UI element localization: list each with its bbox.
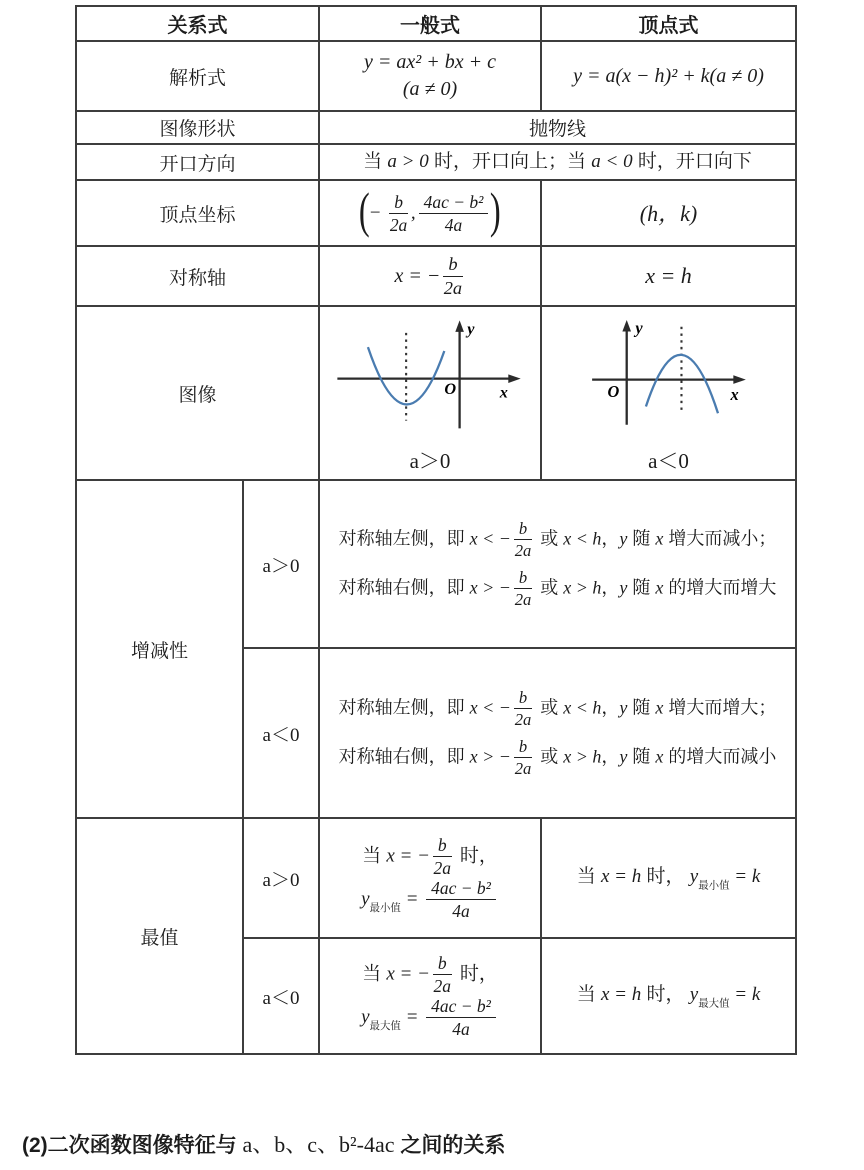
shape-row <box>76 111 796 144</box>
row-label-analytic: 解析式 <box>76 41 319 111</box>
cell-axis-general: x = − $\frac{b}{2a}$ <box>319 246 541 306</box>
cell-monotonic-a-positive <box>319 480 796 648</box>
cell-graph-a-negative <box>541 306 796 480</box>
row-label-extremum: 最值 <box>76 818 243 1054</box>
monotonic-pos-sentence-2: 对称轴右侧，即 x > − $\frac{b}{2a}$ 或 x > h，y 随 x 的增大而增大 <box>338 568 777 610</box>
cell-shape-value: 抛物线 <box>319 111 796 144</box>
extremum-neg-general-line-1: 当 x = − $\frac{b}{2a}$ 时， <box>362 953 498 997</box>
cell-extremum-vertex-a-negative <box>541 938 796 1054</box>
monotonic-case-a-positive: a＞0 <box>243 480 319 648</box>
cell-extremum-general-a-negative <box>319 938 541 1054</box>
monotonic-row-a-positive <box>76 480 796 648</box>
monotonic-pos-sentence-1: 对称轴左侧，即 x < − $\frac{b}{2a}$ 或 x < h，y 随 x 增大而减小； <box>338 519 777 561</box>
row-label-shape: 图像形状 <box>76 111 319 144</box>
extremum-pos-general-line-2: $y_{最小值}$ = $\frac{\text{4ac − b²}}{4a}$ <box>324 878 536 921</box>
axis-vertex-formula: x = h <box>645 263 692 289</box>
symmetry-axis-row <box>76 246 796 306</box>
cell-vertex-coord-vertex: (h，k) <box>541 180 796 246</box>
vertex-equation: y = a(x − h)² + k(a ≠ 0) <box>573 64 764 87</box>
svg-text:y: y <box>635 318 643 338</box>
cell-extremum-general-a-positive <box>319 818 541 938</box>
svg-text:x: x <box>730 384 739 404</box>
row-label-vertex-coord: 顶点坐标 <box>76 180 319 246</box>
extremum-case-a-positive: a＞0 <box>243 818 319 938</box>
cell-extremum-vertex-a-positive <box>541 818 796 938</box>
extremum-pos-general-line-1: 当 x = − $\frac{b}{2a}$ 时， <box>362 835 498 879</box>
cell-general-equation <box>319 41 541 111</box>
cell-graph-a-positive <box>319 306 541 480</box>
monotonic-case-a-negative: a＜0 <box>243 648 319 818</box>
svg-text:O: O <box>607 382 620 402</box>
cell-direction-value: 当 a > 0 时，开口向上；当 a < 0 时，开口向下 <box>319 144 796 180</box>
vertex-coord-row <box>76 180 796 246</box>
monotonic-neg-sentence-1: 对称轴左侧，即 x < − $\frac{b}{2a}$ 或 x < h，y 随 x 增大而增大； <box>338 688 777 730</box>
cell-vertex-coord-general: (− $\frac{b}{2a}$ , $\frac{\text{4ac − b²}}{4a}$ ) <box>319 180 541 246</box>
col-header-relation: 关系式 <box>76 6 319 41</box>
col-header-vertex-form: 顶点式 <box>541 6 796 41</box>
graph-row <box>76 306 796 480</box>
parabola-a-negative-graph <box>546 315 791 449</box>
cell-vertex-equation <box>541 41 796 111</box>
extremum-case-a-negative: a＜0 <box>243 938 319 1054</box>
extremum-neg-vertex-formula: 当 x = h 时， $y_{最大值} = k$ <box>576 984 761 1010</box>
extremum-pos-vertex-formula: 当 x = h 时， $y_{最小值} = k$ <box>576 866 761 892</box>
graph-label-a-negative: a＜0 <box>648 449 689 474</box>
section-heading: (2)二次函数图像特征与 a、b、c、b²-4ac 之间的关系 <box>22 1132 506 1157</box>
svg-text:y: y <box>467 319 475 338</box>
general-equation-condition: (a ≠ 0) <box>402 78 458 100</box>
monotonic-neg-sentence-2: 对称轴右侧，即 x > − $\frac{b}{2a}$ 或 x > h，y 随 x 的增大而减小 <box>338 737 777 779</box>
svg-text:O: O <box>444 380 457 399</box>
analytic-row <box>76 41 796 111</box>
row-label-direction: 开口方向 <box>76 144 319 180</box>
row-label-graph: 图像 <box>76 306 319 480</box>
row-label-monotonic: 增减性 <box>76 480 243 818</box>
col-header-general-form: 一般式 <box>319 6 541 41</box>
header-row <box>76 6 796 41</box>
graph-label-a-positive: a＞0 <box>409 449 451 474</box>
extremum-neg-general-line-2: $y_{最大值}$ = $\frac{\text{4ac − b²}}{4a}$ <box>324 996 536 1039</box>
extremum-row-a-positive <box>76 818 796 938</box>
general-equation: y = ax² + bx + c <box>364 51 496 73</box>
quadratic-function-forms-table <box>75 5 797 1055</box>
cell-axis-vertex <box>541 246 796 306</box>
svg-text:x: x <box>499 383 508 402</box>
direction-row <box>76 144 796 180</box>
cell-monotonic-a-negative <box>319 648 796 818</box>
parabola-a-positive-graph <box>324 315 536 449</box>
row-label-symmetry-axis: 对称轴 <box>76 246 319 306</box>
